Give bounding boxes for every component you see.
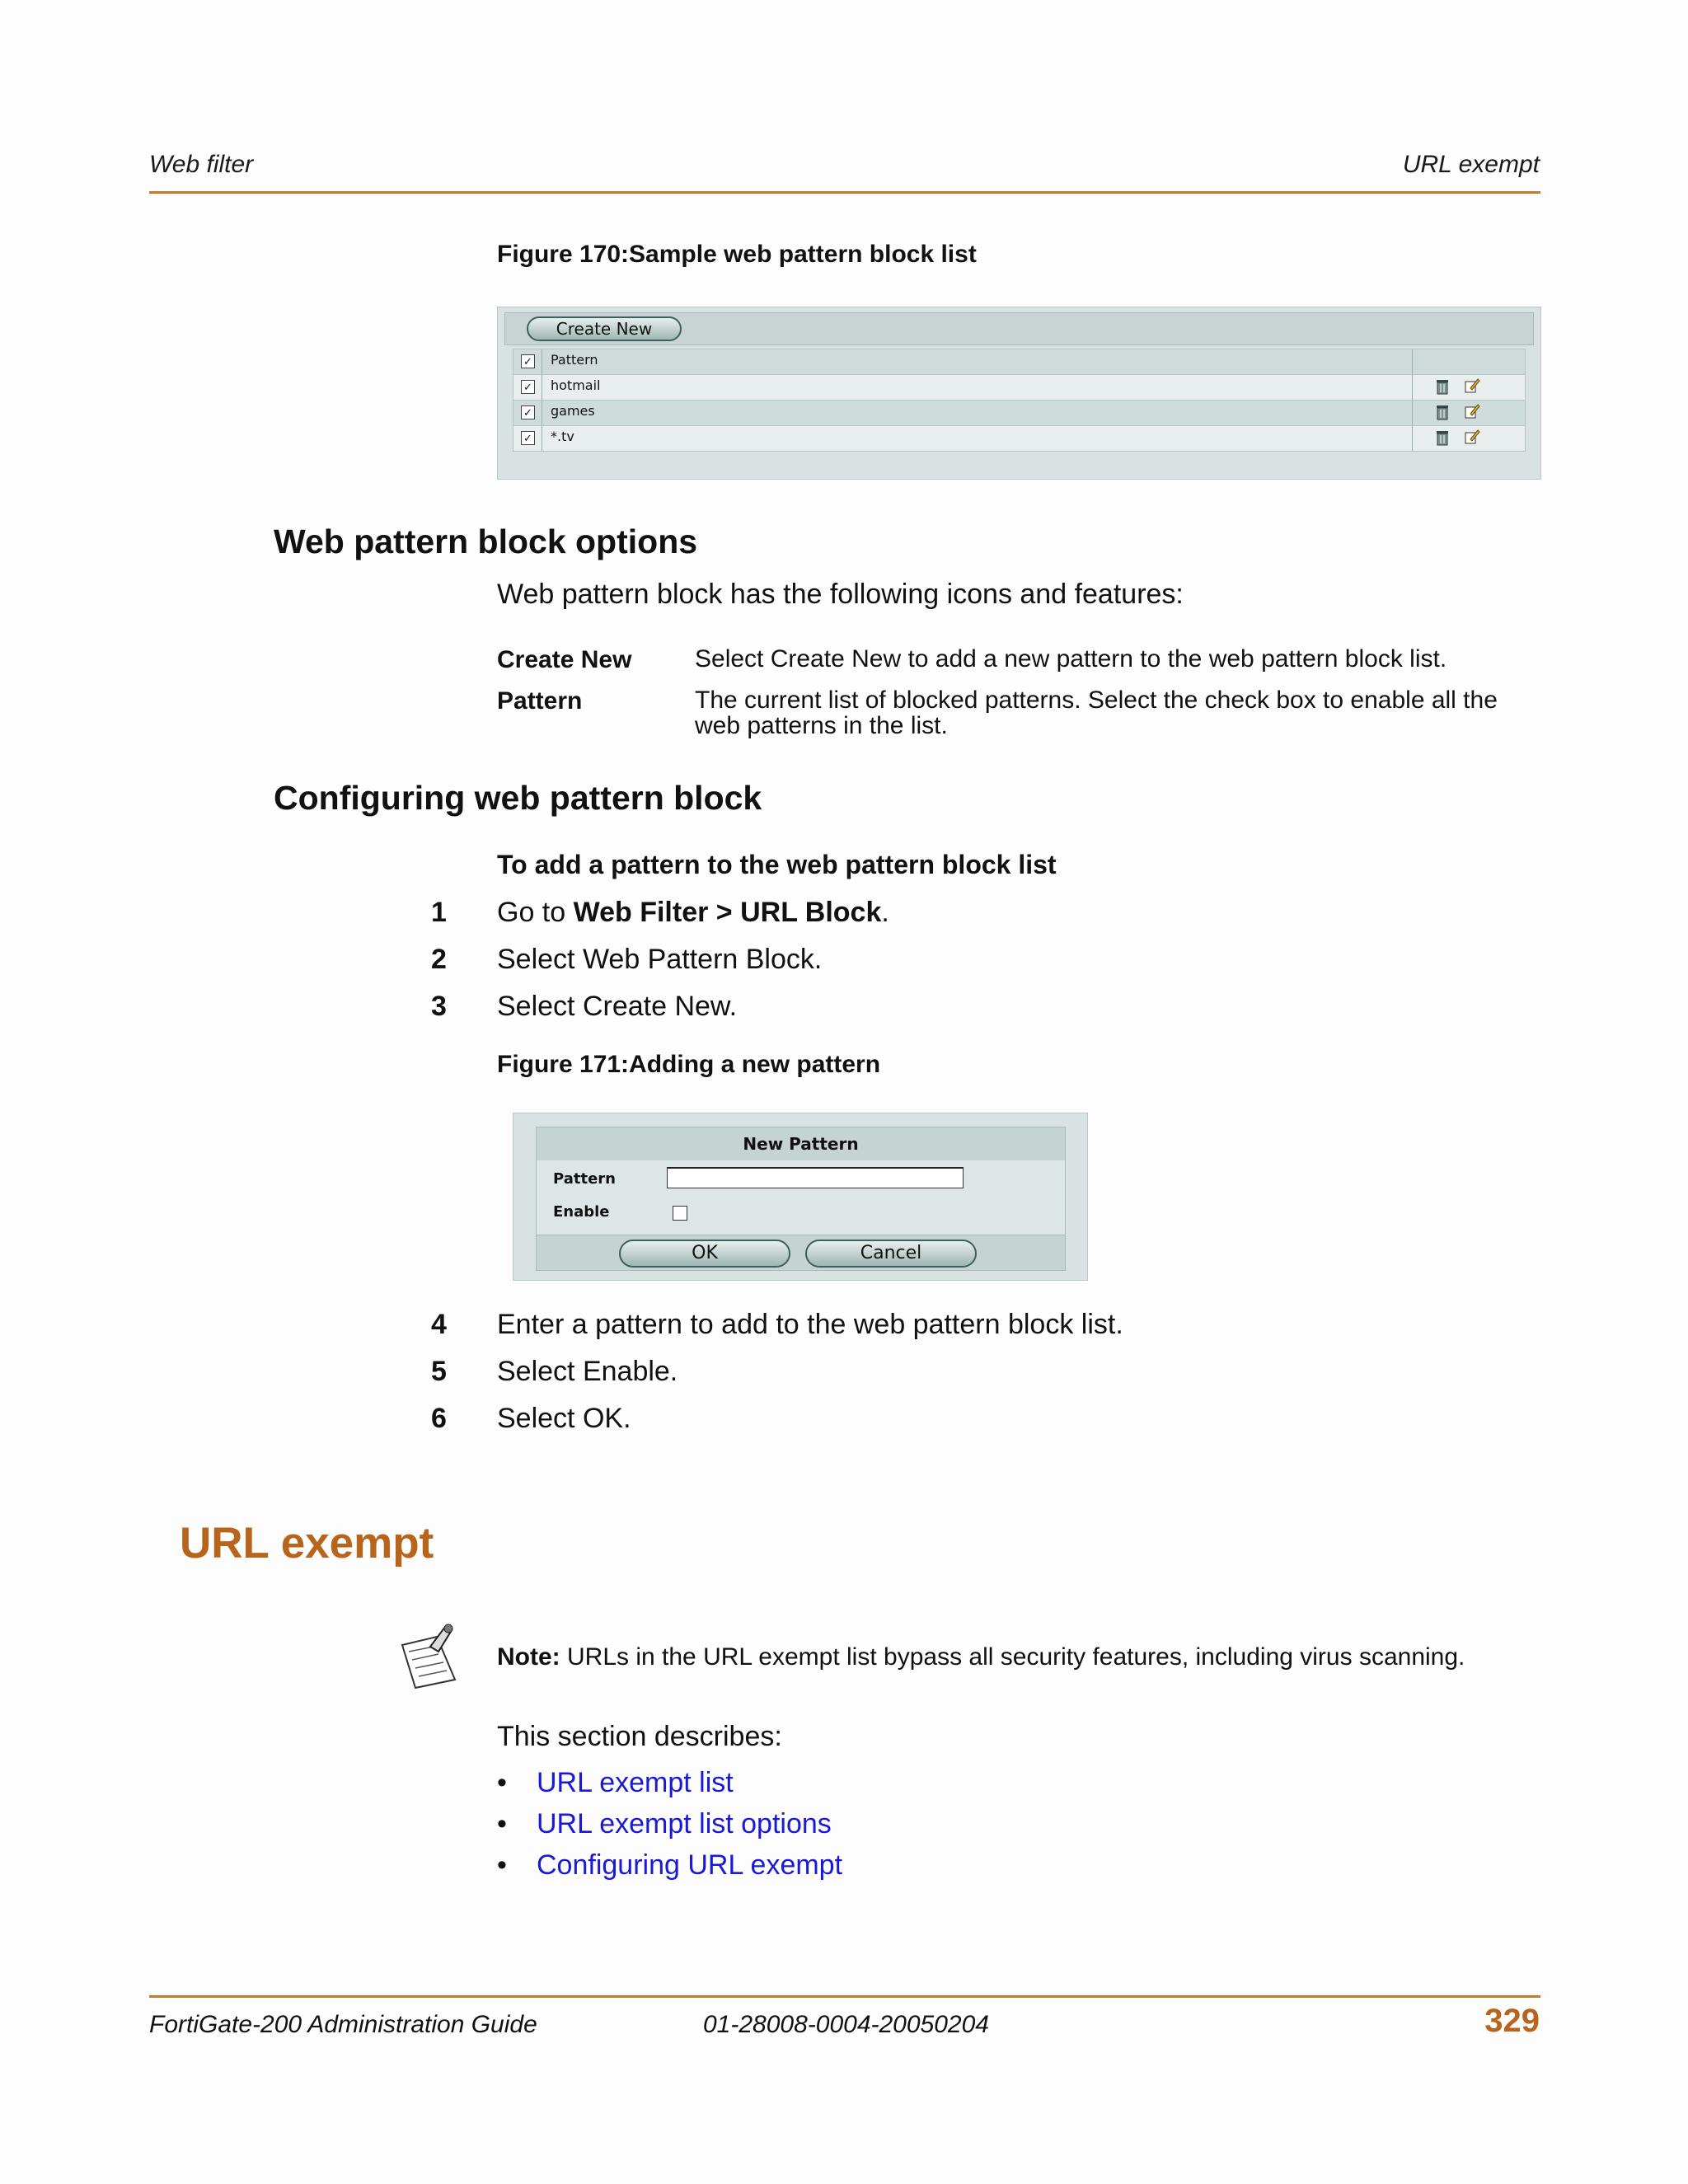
procedure-title: To add a pattern to the web pattern block list — [497, 850, 1057, 879]
step-text: Select Enable. — [497, 1356, 678, 1387]
cancel-button[interactable]: Cancel — [805, 1240, 977, 1268]
chapter-heading-url-exempt: URL exempt — [180, 1519, 434, 1568]
figure-171-caption: Figure 171:Adding a new pattern — [497, 1051, 881, 1078]
pattern-column-header: Pattern — [551, 352, 598, 368]
term-create-new: Create New — [497, 646, 632, 673]
pattern-cell: games — [551, 403, 595, 419]
delete-icon[interactable] — [1435, 404, 1450, 420]
note — [497, 1643, 1465, 1671]
step-text: Enter a pattern to add to the web pattern block list. — [497, 1309, 1123, 1340]
link-url-exempt-list-options[interactable]: URL exempt list options — [537, 1808, 832, 1840]
new-pattern-dialog — [513, 1113, 1088, 1281]
toolbar — [504, 312, 1534, 345]
pattern-cell: *.tv — [551, 429, 574, 444]
row-checkbox[interactable]: ✓ — [521, 405, 535, 419]
figure-170-caption: Figure 170:Sample web pattern block list — [497, 241, 977, 268]
bullet: • — [497, 1808, 507, 1840]
step-text: Select OK. — [497, 1403, 631, 1434]
page-number: 329 — [1484, 2003, 1540, 2039]
row-checkbox[interactable]: ✓ — [521, 380, 535, 394]
link-configuring-url-exempt[interactable]: Configuring URL exempt — [537, 1849, 843, 1881]
bullet: • — [497, 1767, 507, 1798]
table-row — [513, 374, 1526, 401]
delete-icon[interactable] — [1435, 378, 1450, 395]
note-icon — [397, 1622, 463, 1693]
table-row — [513, 425, 1526, 452]
bullet: • — [497, 1849, 507, 1881]
web-pattern-block-list-figure — [497, 307, 1541, 480]
edit-icon[interactable] — [1464, 377, 1480, 394]
section-describes: This section describes: — [497, 1721, 782, 1752]
step-number: 3 — [431, 991, 447, 1022]
step-text-part: Go to — [497, 897, 574, 928]
step-text: Select Create New. — [497, 991, 738, 1022]
ok-button[interactable]: OK — [619, 1240, 790, 1268]
enable-label: Enable — [553, 1203, 610, 1221]
section-heading-options: Web pattern block options — [274, 523, 698, 560]
footer-docnum: 01-28008-0004-20050204 — [703, 2011, 989, 2038]
table-header-row — [513, 349, 1526, 375]
pattern-input[interactable] — [667, 1167, 964, 1188]
note-label: Note: — [497, 1643, 560, 1671]
running-header-left: Web filter — [149, 151, 254, 178]
pattern-cell: hotmail — [551, 377, 601, 393]
section-heading-configuring: Configuring web pattern block — [274, 779, 762, 817]
step-number: 6 — [431, 1403, 447, 1434]
step-text: Select Web Pattern Block. — [497, 944, 823, 975]
desc-pattern: The current list of blocked patterns. Select the check box to enable all the web patterns in the list. — [695, 687, 1498, 739]
step-number: 5 — [431, 1356, 447, 1387]
step-number: 2 — [431, 944, 447, 975]
dialog-footer — [536, 1235, 1066, 1271]
desc-create-new: Select Create New to add a new pattern to the web pattern block list. — [695, 645, 1447, 673]
header-rule — [149, 191, 1540, 194]
step-number: 1 — [431, 897, 447, 928]
section-intro: Web pattern block has the following icons and features: — [497, 579, 1184, 610]
link-url-exempt-list[interactable]: URL exempt list — [537, 1767, 734, 1798]
dialog-body — [536, 1160, 1066, 1235]
select-all-checkbox[interactable]: ✓ — [521, 354, 535, 368]
menu-path: Web Filter > URL Block — [573, 897, 882, 928]
enable-checkbox[interactable] — [673, 1206, 687, 1221]
edit-icon[interactable] — [1464, 429, 1480, 445]
running-header-right: URL exempt — [1402, 151, 1540, 178]
note-text: URLs in the URL exempt list bypass all security features, including virus scanning. — [560, 1643, 1465, 1671]
dialog-title: New Pattern — [536, 1127, 1066, 1161]
table-row — [513, 400, 1526, 426]
term-pattern: Pattern — [497, 687, 583, 715]
delete-icon[interactable] — [1435, 429, 1450, 446]
row-checkbox[interactable]: ✓ — [521, 431, 535, 445]
step-text-part: . — [881, 897, 889, 928]
step-text — [497, 897, 889, 929]
footer-rule — [149, 1995, 1540, 1998]
edit-icon[interactable] — [1464, 403, 1480, 419]
step-number: 4 — [431, 1309, 447, 1340]
footer-title: FortiGate-200 Administration Guide — [149, 2011, 537, 2038]
pattern-label: Pattern — [553, 1170, 616, 1188]
create-new-button[interactable]: Create New — [527, 316, 682, 341]
